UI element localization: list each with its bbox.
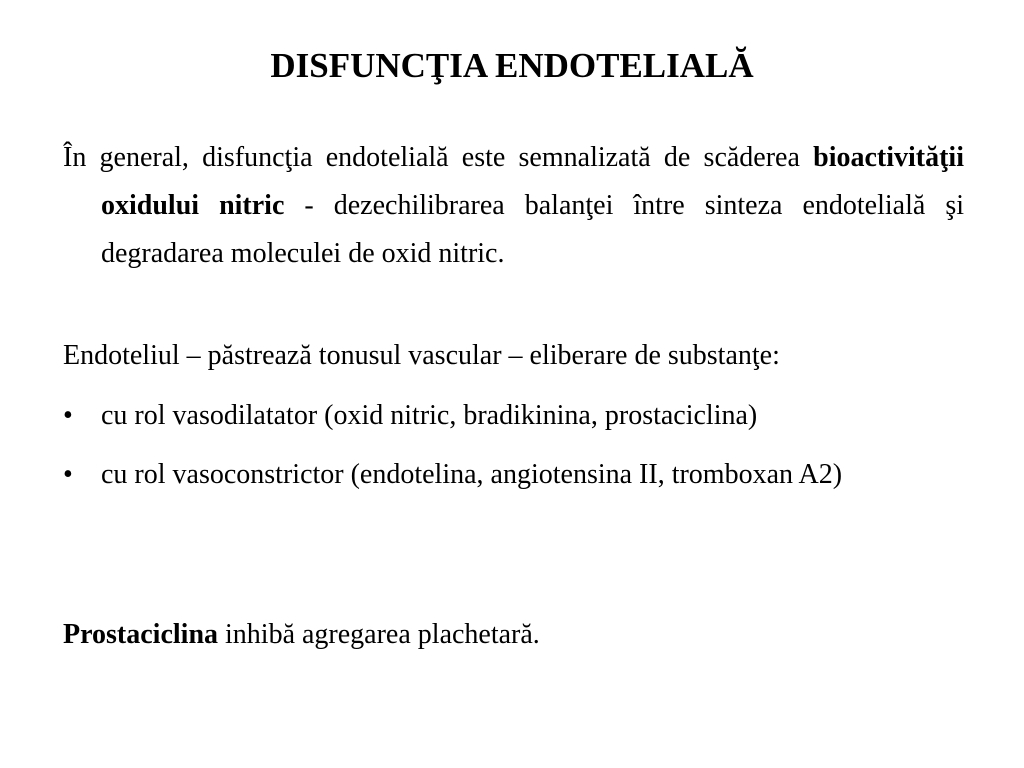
substances-list <box>63 392 964 510</box>
list-item-text: cu rol vasodilatator (oxid nitric, bradikinina, prostaciclina) <box>101 400 758 431</box>
slide-title: DISFUNCŢIA ENDOTELIALĂ <box>270 46 754 85</box>
bullet-icon: • <box>63 400 73 431</box>
paragraph-endothelium-role: Endoteliul – păstrează tonusul vascular – eliberare de substanţe: <box>63 340 780 371</box>
paragraph-endothelial-dysfunction <box>63 134 964 278</box>
list-item-text: cu rol vasoconstrictor (endotelina, angiotensina II, tromboxan A2) <box>101 459 843 490</box>
bold-term-prostacyclin: Prostaciclina <box>63 619 219 650</box>
paragraph-text: - dezechilibrarea balanţei între sinteza endotelială şi degradarea moleculei de oxid nitric. <box>101 190 964 269</box>
list-item-vasodilator <box>63 392 964 440</box>
bold-term-nitric-oxide: bioactivităţii oxidului nitric <box>101 142 964 221</box>
bullet-icon: • <box>63 459 73 490</box>
paragraph-text: În general, disfuncţia endotelială este semnalizată de scăderea <box>63 142 814 173</box>
list-item-vasoconstrictor <box>63 451 964 499</box>
paragraph-text: inhibă agregarea plachetară. <box>218 619 540 650</box>
paragraph-prostacyclin <box>63 611 964 659</box>
